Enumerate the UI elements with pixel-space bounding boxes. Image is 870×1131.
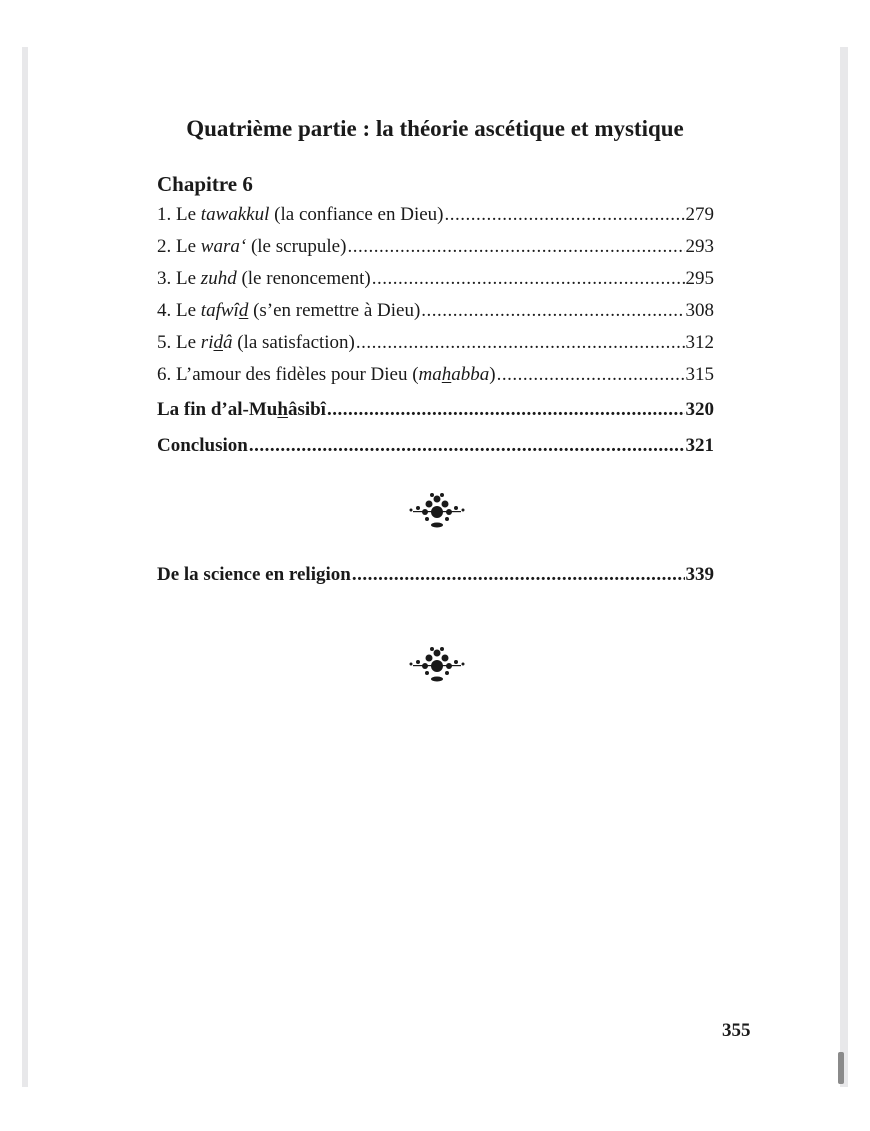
dot-leader — [352, 564, 685, 586]
dot-leader — [327, 399, 685, 421]
page-number: 355 — [722, 1020, 751, 1041]
toc-entry[interactable] — [157, 332, 714, 364]
entry-description: ) — [489, 364, 496, 385]
entry-page: 295 — [685, 268, 714, 289]
dot-leader — [249, 435, 685, 457]
dot-leader — [372, 268, 685, 290]
dot-leader — [356, 332, 685, 354]
entry-term: tawakkul — [200, 204, 270, 225]
entry-page: 321 — [685, 435, 714, 456]
entry-number: 1. Le — [157, 204, 201, 225]
entry-description: (s’en remettre à Dieu) — [248, 300, 421, 321]
entry-description: (la satisfaction) — [232, 332, 355, 353]
entry-number: 2. Le — [157, 236, 201, 257]
entry-label: De la science en religion — [157, 564, 351, 585]
entry-page: 293 — [685, 236, 714, 257]
dot-leader — [347, 236, 684, 258]
toc-entry-conclusion[interactable] — [157, 435, 714, 467]
page-right-edge — [840, 47, 848, 1087]
entry-number: 5. Le — [157, 332, 201, 353]
scrollbar-thumb[interactable] — [838, 1052, 844, 1084]
entry-label: Conclusion — [157, 435, 248, 456]
entry-page: 312 — [685, 332, 714, 353]
entry-term: zuhd — [200, 268, 237, 289]
toc-entry[interactable] — [157, 300, 714, 332]
toc-entry-end[interactable] — [157, 399, 714, 431]
entry-description: (la confiance en Dieu) — [269, 204, 444, 225]
entry-description: (le scrupule) — [246, 236, 347, 257]
toc-list — [157, 204, 714, 467]
page-left-edge — [22, 47, 28, 1087]
toc-entry[interactable] — [157, 268, 714, 300]
entry-number: 6. L’amour des fidèles pour Dieu ( — [157, 364, 419, 385]
toc-entry[interactable] — [157, 236, 714, 268]
entry-page: 279 — [685, 204, 714, 225]
entry-label: La fin d’al-Muhâsibî — [157, 399, 326, 420]
entry-term: wara‘ — [200, 236, 247, 257]
toc-entry-science[interactable] — [157, 564, 714, 596]
entry-term: tafwîd — [200, 300, 249, 321]
entry-term: mahabba — [418, 364, 490, 385]
dot-leader — [421, 300, 684, 322]
entry-term: ridâ — [200, 332, 233, 353]
entry-page: 339 — [685, 564, 714, 585]
entry-page: 315 — [685, 364, 714, 385]
entry-page: 320 — [685, 399, 714, 420]
entry-page: 308 — [685, 300, 714, 321]
dot-leader — [497, 364, 685, 386]
entry-number: 4. Le — [157, 300, 201, 321]
entry-description: (le renoncement) — [236, 268, 371, 289]
toc-entry[interactable] — [157, 364, 714, 396]
toc-entry[interactable] — [157, 204, 714, 236]
entry-number: 3. Le — [157, 268, 201, 289]
section-title: Quatrième partie : la théorie ascétique et mystique — [186, 116, 684, 141]
fleuron-icon — [405, 644, 469, 684]
toc-list-secondary — [157, 564, 714, 596]
fleuron-icon — [405, 490, 469, 530]
chapter-heading: Chapitre 6 — [157, 172, 253, 196]
dot-leader — [444, 204, 684, 226]
